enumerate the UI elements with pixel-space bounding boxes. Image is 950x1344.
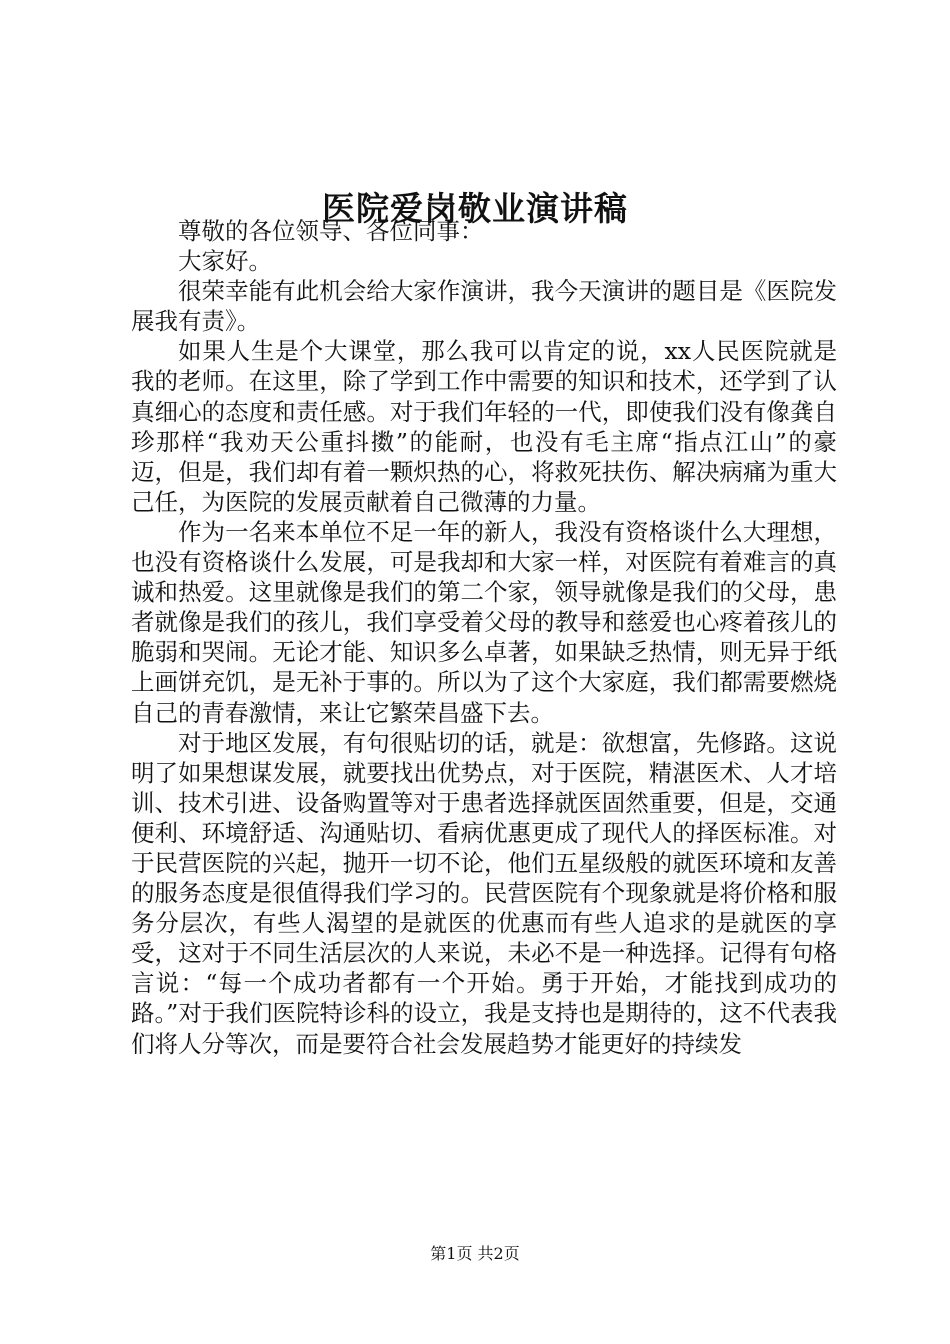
document-title: 医院爱岗敬业演讲稿 [322,189,628,228]
greeting: 大家好。 [178,247,272,276]
body-paragraph: 如果人生是个大课堂，那么我可以肯定的说，xx人民医院就是我的老师。在这里，除了学到工作中需要的知识和技术，还学到了认真细心的态度和责任感。对于我们年轻的一代，即使我们没有像龚自珍那样“我劝天公重抖擞”的能耐，也没有毛主席“指点江山”的豪迈，但是，我们却有着一颗炽热的心，将救死扶伤、解决病痛为重大己任，为医院的发展贡献着自己微薄的力量。 [131,337,837,516]
salutation: 尊敬的各位领导、各位同事： [178,217,484,245]
body-paragraph: 作为一名来本单位不足一年的新人，我没有资格谈什么大理想，也没有资格谈什么发展，可是我却和大家一样，对医院有着难言的真诚和热爱。这里就像是我们的第二个家，领导就像是我们的父母，患者就像是我们的孩儿，我们享受着父母的教导和慈爱也心疼着孩儿的脆弱和哭闹。无论才能、知识多么卓著，如果缺乏热情，则无异于纸上画饼充饥，是无补于事的。所以为了这个大家庭，我们都需要燃烧自己的青春激情，来让它繁荣昌盛下去。 [131,517,837,727]
body-paragraph: 很荣幸能有此机会给大家作演讲，我今天演讲的题目是《医院发展我有责》。 [131,277,837,336]
page-number-footer: 第1页 共2页 [430,1244,520,1263]
document-body [131,216,837,1059]
body-paragraph: 对于地区发展，有句很贴切的话，就是：欲想富，先修路。这说明了如果想谋发展，就要找出优势点，对于医院，精湛医术、人才培训、技术引进、设备购置等对于患者选择就医固然重要，但是，交通便利、环境舒适、沟通贴切、看病优惠更成了现代人的择医标准。对于民营医院的兴起，抛开一切不论，他们五星级般的就医环境和友善的服务态度是很值得我们学习的。民营医院有个现象就是将价格和服务分层次，有些人渴望的是就医的优惠而有些人追求的是就医的享受，这对于不同生活层次的人来说，未必不是一种选择。记得有句格言说：“每一个成功者都有一个开始。勇于开始，才能找到成功的路。”对于我们医院特诊科的设立，我是支持也是期待的，这不代表我们将人分等次，而是要符合社会发展趋势才能更好的持续发 [131,728,837,1058]
